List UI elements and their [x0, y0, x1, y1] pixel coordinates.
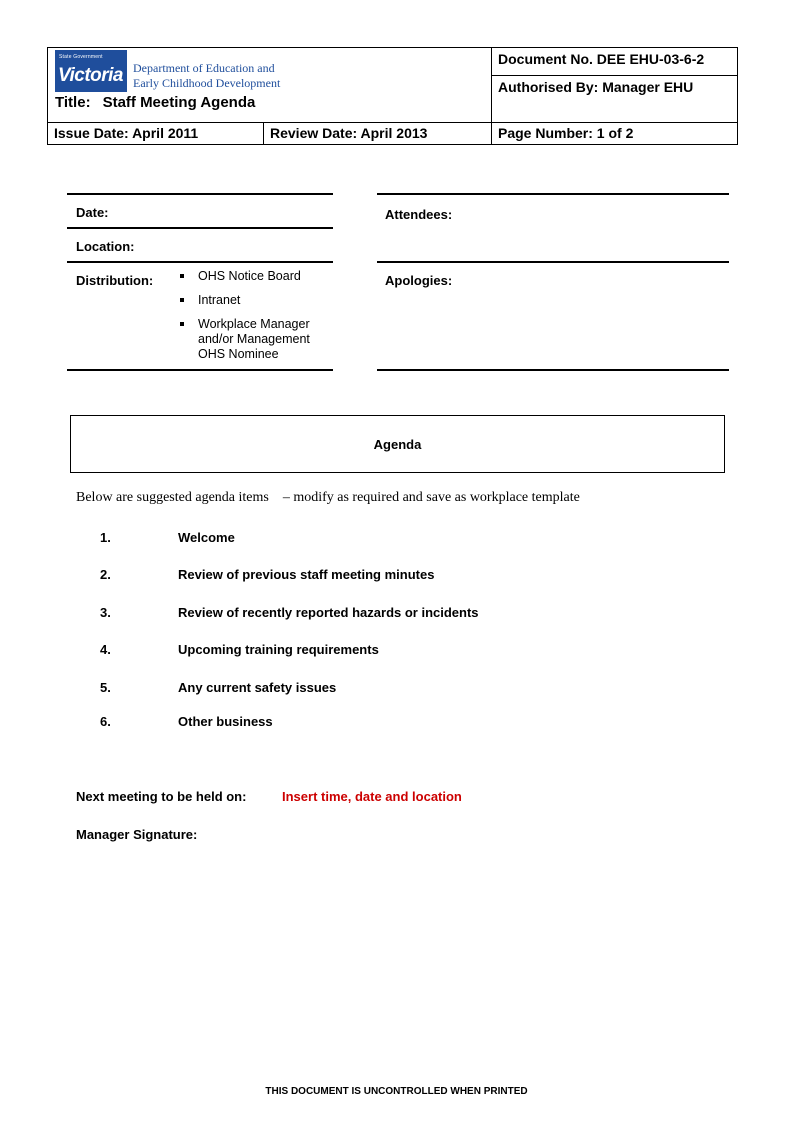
agenda-item-number: 2.: [100, 567, 111, 582]
logo-department-line2: Early Childhood Development: [133, 76, 281, 90]
list-item: Workplace Manager and/or Management OHS Nominee: [180, 317, 330, 362]
logo-badge: [55, 50, 127, 92]
logo-state-government: State Government: [59, 54, 103, 60]
agenda-item-number: 1.: [100, 530, 111, 545]
agenda-item-text: Review of previous staff meeting minutes: [178, 567, 435, 582]
agenda-item-number: 6.: [100, 714, 111, 729]
agenda-item-text: Upcoming training requirements: [178, 642, 379, 657]
issue-date: Issue Date: April 2011: [54, 125, 199, 141]
bullet-icon: [180, 274, 184, 278]
bullet-icon: [180, 298, 184, 302]
victoria-logo: [55, 50, 285, 92]
header-divider: [491, 47, 492, 145]
agenda-item-text: Review of recently reported hazards or incidents: [178, 605, 479, 620]
rule: [377, 369, 729, 371]
header-divider: [47, 122, 738, 123]
authorised-by: Authorised By: Manager EHU: [498, 79, 694, 95]
review-date: Review Date: April 2013: [270, 125, 428, 141]
rule: [67, 227, 333, 229]
rule: [377, 261, 729, 263]
agenda-item-number: 5.: [100, 680, 111, 695]
agenda-title: Agenda: [373, 437, 422, 452]
apologies-label: Apologies:: [385, 273, 453, 288]
agenda-item-text: Any current safety issues: [178, 680, 337, 695]
date-label: Date:: [76, 205, 109, 220]
document-number: Document No. DEE EHU-03-6-2: [498, 51, 705, 67]
rule: [377, 193, 729, 195]
agenda-item-text: Welcome: [178, 530, 235, 545]
attendees-label: Attendees:: [385, 207, 453, 222]
rule: [67, 261, 333, 263]
header-divider: [491, 75, 738, 76]
rule: [67, 193, 333, 195]
title-label: Title:: [55, 94, 91, 111]
agenda-item-number: 3.: [100, 605, 111, 620]
logo-department-line1: Department of Education and: [133, 61, 275, 75]
page-number: Page Number: 1 of 2: [498, 125, 634, 141]
manager-signature-label: Manager Signature:: [76, 827, 198, 842]
footer-note: THIS DOCUMENT IS UNCONTROLLED WHEN PRINTED: [265, 1086, 528, 1097]
location-label: Location:: [76, 239, 135, 254]
list-item: OHS Notice Board: [180, 269, 330, 284]
agenda-intro: Below are suggested agenda items – modify as required and save as workplace template: [76, 490, 580, 505]
distribution-list: [180, 269, 330, 371]
logo-victoria: Victoria: [58, 65, 123, 86]
agenda-item-number: 4.: [100, 642, 111, 657]
next-meeting-label: Next meeting to be held on:: [76, 789, 247, 804]
agenda-item-text: Other business: [178, 714, 273, 729]
title-value: Staff Meeting Agenda: [102, 94, 256, 111]
list-item: Intranet: [180, 293, 330, 308]
header-divider: [263, 122, 264, 145]
page-title: [55, 94, 255, 111]
bullet-icon: [180, 322, 184, 326]
next-meeting-placeholder: Insert time, date and location: [282, 789, 462, 804]
distribution-label: Distribution:: [76, 273, 154, 288]
